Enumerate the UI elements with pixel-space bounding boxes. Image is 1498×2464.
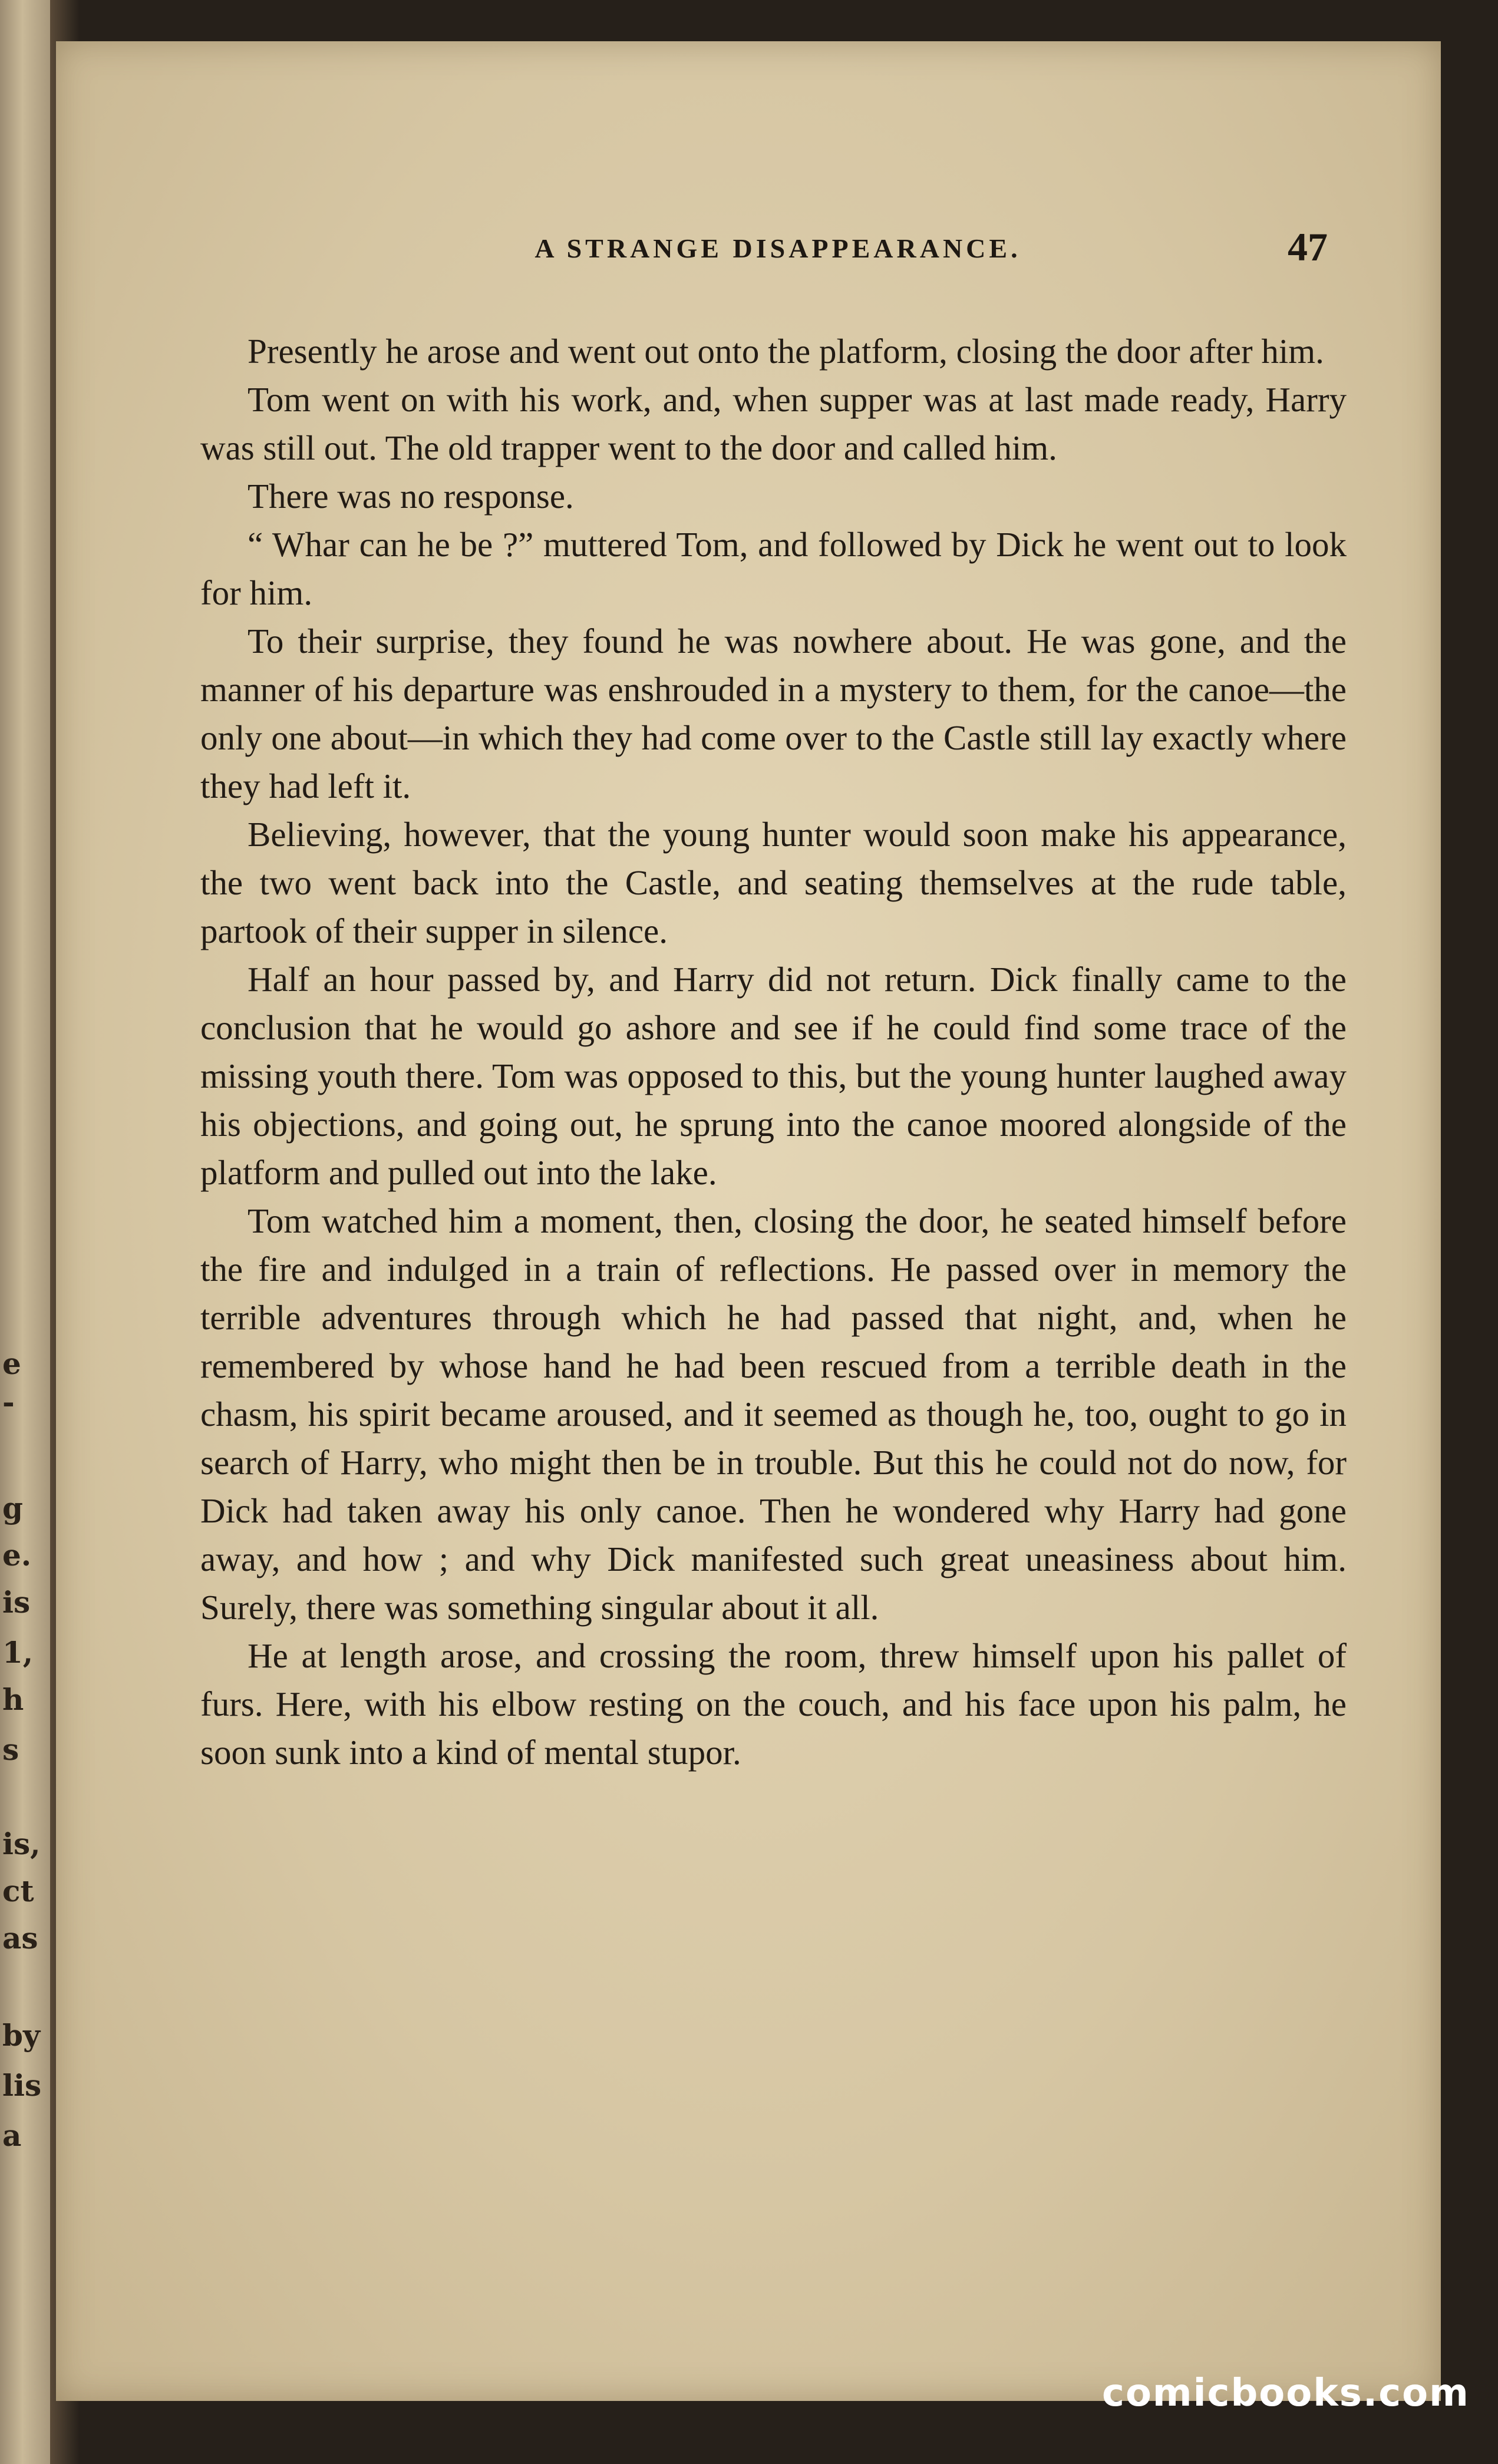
page-paper	[56, 41, 1441, 2401]
margin-fragment: e	[2, 1346, 21, 1381]
site-watermark: comicbooks.com	[1102, 2371, 1470, 2415]
body-text	[200, 327, 1347, 1776]
margin-fragment: s	[2, 1732, 19, 1767]
facing-page-text-fragments	[0, 0, 50, 2464]
paragraph: Believing, however, that the young hunter would soon make his appearance, the two went back into the Castle, and seating themselves at the rude table, partook of their supper in silence.	[200, 815, 1347, 950]
margin-fragment: 1,	[2, 1635, 34, 1670]
running-head: A STRANGE DISAPPEARANCE.	[534, 233, 1021, 263]
margin-fragment: lis	[2, 2068, 42, 2103]
margin-fragment: g	[2, 1491, 23, 1525]
paragraph: To their surprise, they found he was nowhere about. He was gone, and the manner of his departure was enshrouded in a mystery to them, for the canoe—the only one about—in which they had come over to the Castle still lay exactly where they had left it.	[200, 622, 1347, 805]
margin-fragment: a	[2, 2118, 22, 2153]
paragraph: “ Whar can he be ?” muttered Tom, and followed by Dick he went out to look for him.	[200, 525, 1347, 612]
paragraph: There was no response.	[248, 477, 574, 516]
paragraph: He at length arose, and crossing the room, threw himself upon his pallet of furs. Here, with his elbow resting on the couch, and his face upon his palm, he soon sunk into a kind of mental stupor.	[200, 1636, 1347, 1772]
margin-fragment: by	[2, 2018, 41, 2053]
paragraph: Half an hour passed by, and Harry did not return. Dick finally came to the conclusion that he would go ashore and see if he could find some trace of the missing youth there. Tom was opposed to this, but the young hunter laughed away his objections, and going out, he sprung into the canoe moored alongside of the platform and pulled out into the lake.	[200, 960, 1347, 1192]
margin-fragment: as	[2, 1921, 38, 1956]
margin-fragment: is	[2, 1585, 31, 1620]
paragraph: Tom went on with his work, and, when supper was at last made ready, Harry was still out. The old trapper went to the door and called him.	[200, 380, 1347, 467]
paragraph: Tom watched him a moment, then, closing the door, he seated himself before the fire and indulged in a train of reflections. He passed over in memory the terrible adventures through which he had passed that night, and, when he remembered by whose hand he had been rescued from a terrible death in the chasm, his spirit became aroused, and it seemed as though he, too, ought to go in search of Harry, who might then be in trouble. But this he could not do now, for Dick had taken away his only canoe. Then he wondered why Harry had gone away, and how ; and why Dick manifested such great uneasiness about him. Surely, there was something singular about it all.	[200, 1201, 1347, 1627]
margin-fragment: -	[2, 1385, 15, 1419]
margin-fragment: is,	[2, 1826, 41, 1861]
page-number: 47	[1288, 224, 1328, 269]
margin-fragment: ct	[2, 1874, 34, 1908]
paragraph: Presently he arose and went out onto the platform, closing the door after him.	[248, 332, 1324, 371]
margin-fragment: e.	[2, 1538, 32, 1573]
margin-fragment: h	[2, 1682, 24, 1717]
